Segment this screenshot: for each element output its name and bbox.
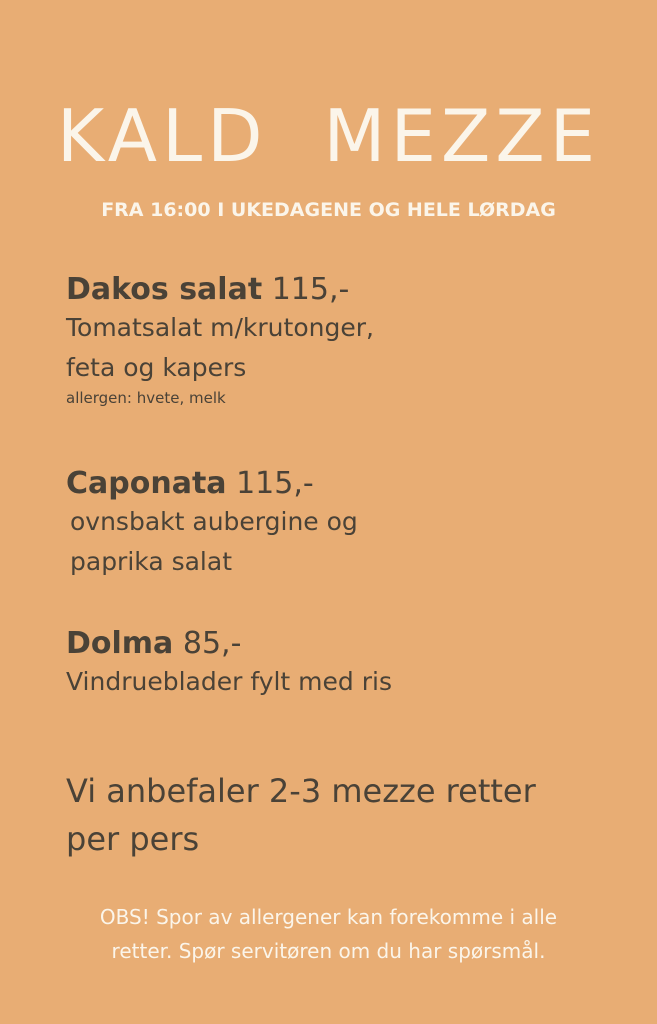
menu-item-heading bbox=[66, 626, 392, 662]
item-description-line: Vindrueblader fylt med ris bbox=[66, 667, 392, 696]
recommendation-line: per pers bbox=[66, 820, 200, 858]
menu-item-heading bbox=[66, 466, 358, 502]
item-name: Dakos salat bbox=[66, 272, 263, 307]
menu-item-dolma bbox=[66, 626, 392, 702]
item-price: 85,- bbox=[182, 626, 242, 661]
item-description-line: feta og kapers bbox=[66, 353, 247, 382]
recommendation-note bbox=[66, 767, 536, 863]
item-name: Caponata bbox=[66, 466, 227, 501]
menu-subtitle: FRA 16:00 I UKEDAGENE OG HELE LØRDAG bbox=[101, 199, 556, 221]
menu-item-heading bbox=[66, 272, 374, 308]
item-description-line: paprika salat bbox=[70, 547, 232, 576]
menu-item-dakos-salat bbox=[66, 272, 374, 408]
allergen-notice-line: OBS! Spor av allergener kan forekomme i alle bbox=[99, 905, 558, 929]
menu-item-caponata bbox=[66, 466, 358, 582]
item-price: 115,- bbox=[271, 272, 350, 307]
item-description-line: ovnsbakt aubergine og bbox=[70, 507, 358, 536]
allergen-notice bbox=[0, 900, 657, 968]
item-price: 115,- bbox=[236, 466, 314, 501]
menu-title: KALD MEZZE bbox=[56, 94, 601, 178]
item-allergen: allergen: hvete, melk bbox=[66, 389, 226, 407]
allergen-notice-line: retter. Spør servitøren om du har spørsmål. bbox=[111, 939, 546, 963]
recommendation-line: Vi anbefaler 2-3 mezze retter bbox=[66, 772, 536, 810]
item-name: Dolma bbox=[66, 626, 174, 661]
item-description-line: Tomatsalat m/krutonger, bbox=[66, 313, 374, 342]
